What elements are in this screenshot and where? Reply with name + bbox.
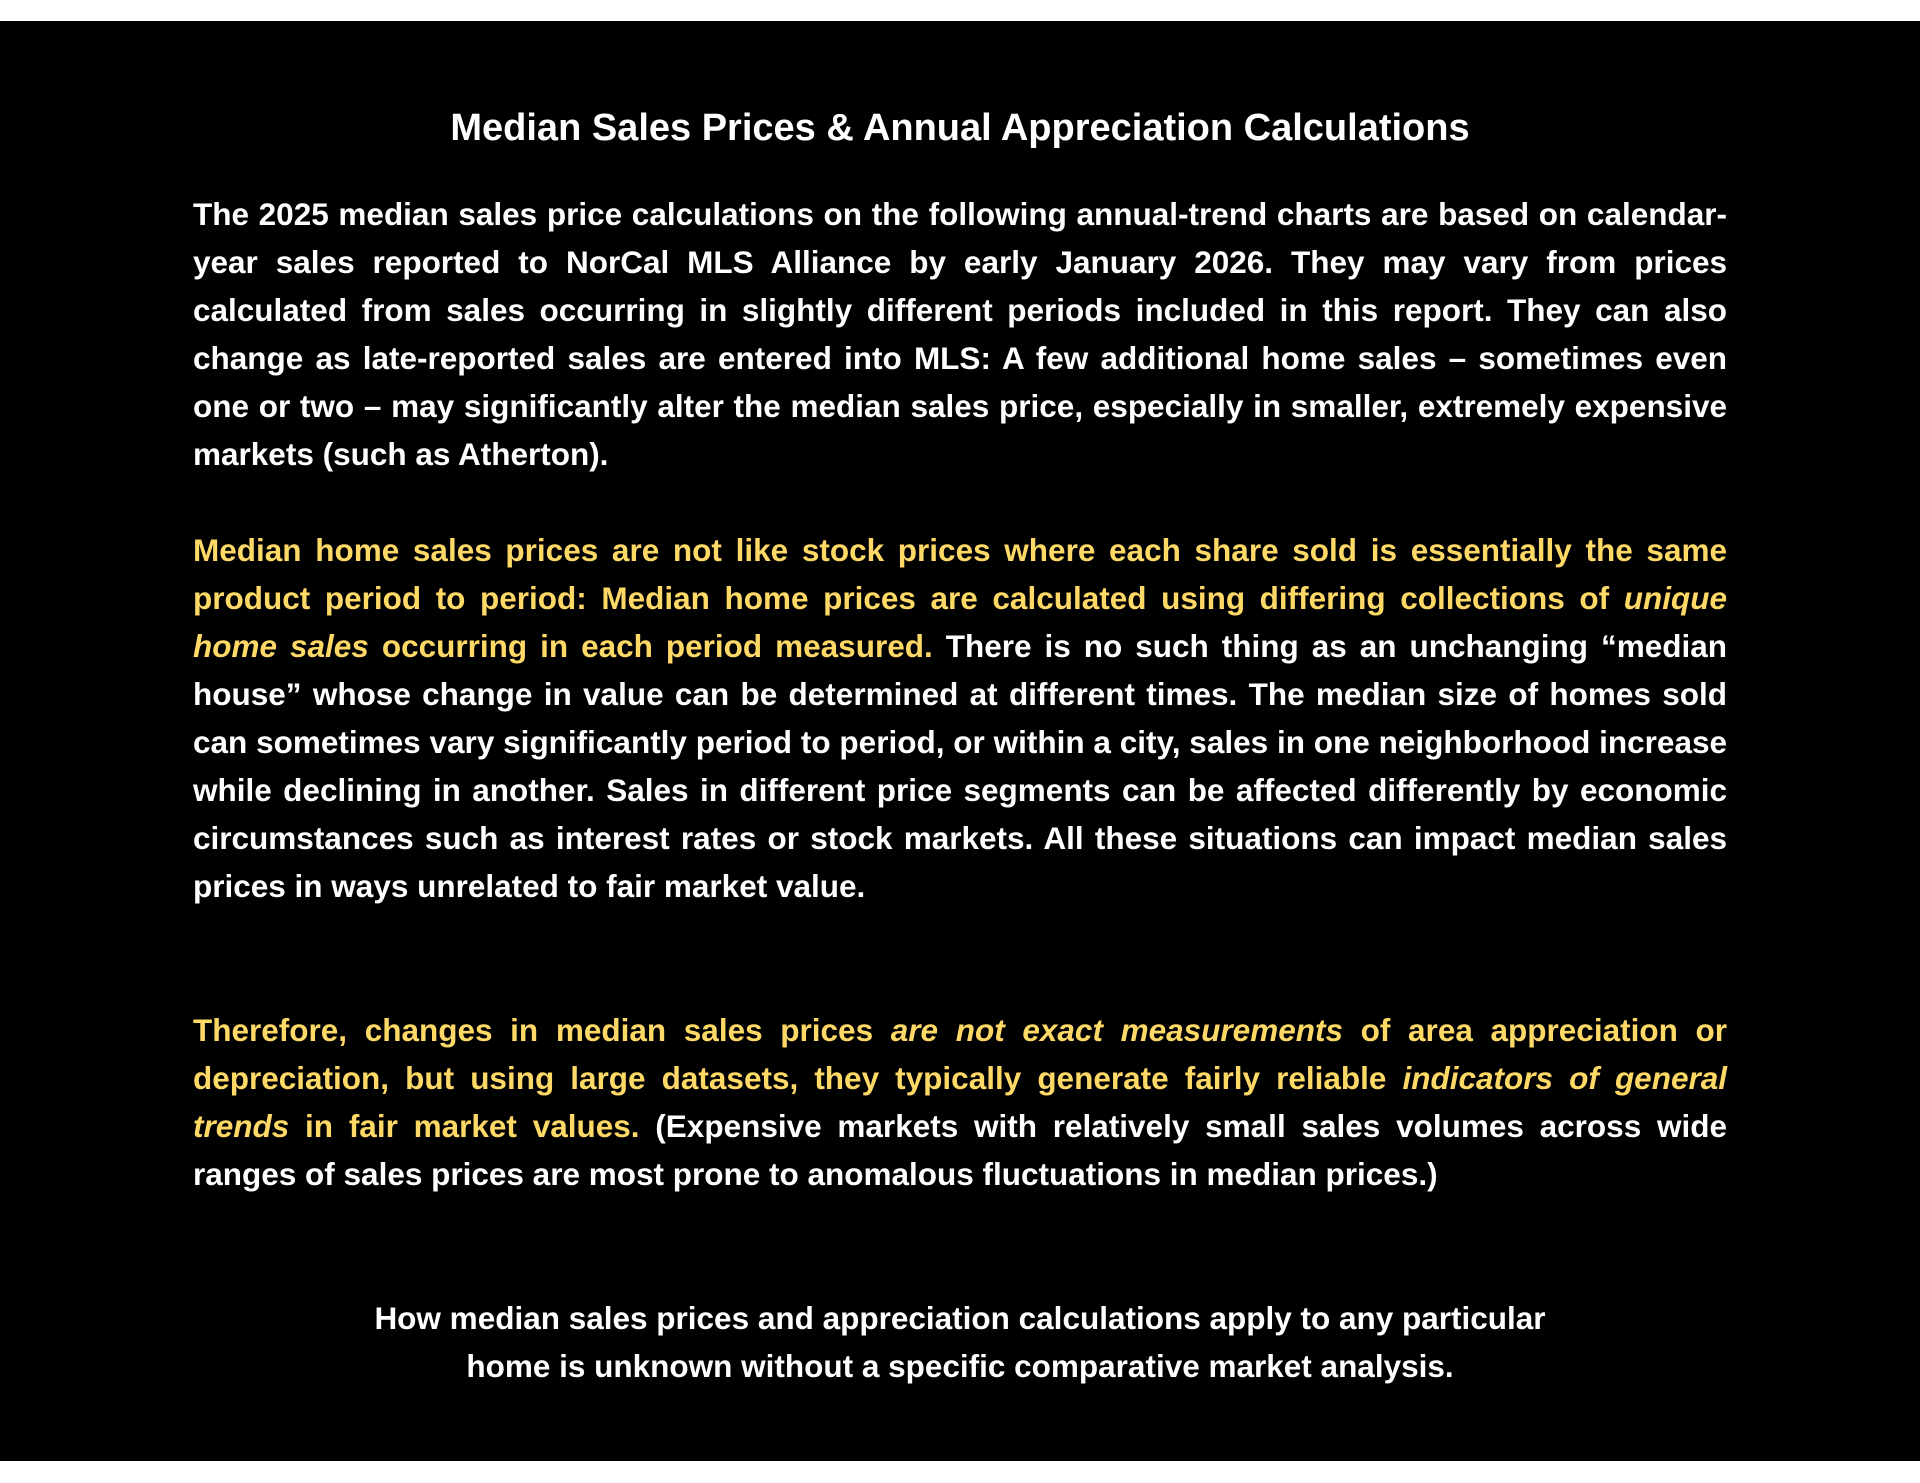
highlight-text: Median home sales prices are not like stock prices where each share sold is essentially the same product period to period: Median home prices are calculated using differing collections of: [193, 532, 1727, 616]
highlight-text: in fair market values.: [289, 1108, 640, 1144]
paragraph-conclusion: [193, 1006, 1727, 1198]
body-text: There is no such thing as an unchanging “median house” whose change in value can be determined at different times. The median size of homes sold can sometimes vary significantly period to period, or within a city, sales in one neighborhood increase while declining in another. Sales in different price segments can be affected differently by economic circumstances such as interest rates or stock markets. All these situations can impact median sales prices in ways unrelated to fair market value.: [193, 628, 1728, 904]
closing-line-1: How median sales prices and appreciation calculations apply to any particular: [374, 1300, 1546, 1336]
highlight-italic-text: unique home sales: [193, 580, 1727, 664]
highlight-text: Therefore, changes in median sales prices: [193, 1012, 891, 1048]
highlight-text: occurring in each period measured.: [368, 628, 933, 664]
slide: [0, 21, 1920, 1461]
closing-line-2: home is unknown without a specific comparative market analysis.: [466, 1348, 1454, 1384]
paragraph-median-explanation: [193, 526, 1727, 910]
page-title: Median Sales Prices & Annual Appreciation Calculations: [450, 107, 1470, 149]
highlight-text: of area appreciation or depreciation, but using large datasets, they typically generate fairly reliable: [193, 1012, 1727, 1096]
body-text: (Expensive markets with relatively small sales volumes across wide ranges of sales prices are most prone to anomalous fluctuations in median prices.): [193, 1108, 1727, 1192]
highlight-italic-text: are not exact measurements: [890, 1012, 1343, 1048]
paragraph-data-caveat: The 2025 median sales price calculations on the following annual-trend charts are based on calendar-year sales reported to NorCal MLS Alliance by early January 2026. They may vary from prices calculated from sales occurring in slightly different periods included in this report. They can also change as late-reported sales are entered into MLS: A few additional home sales – sometimes even one or two – may significantly alter the median sales price, especially in smaller, extremely expensive markets (such as Atherton).: [193, 196, 1727, 472]
highlight-italic-text: indicators of general trends: [193, 1060, 1727, 1144]
